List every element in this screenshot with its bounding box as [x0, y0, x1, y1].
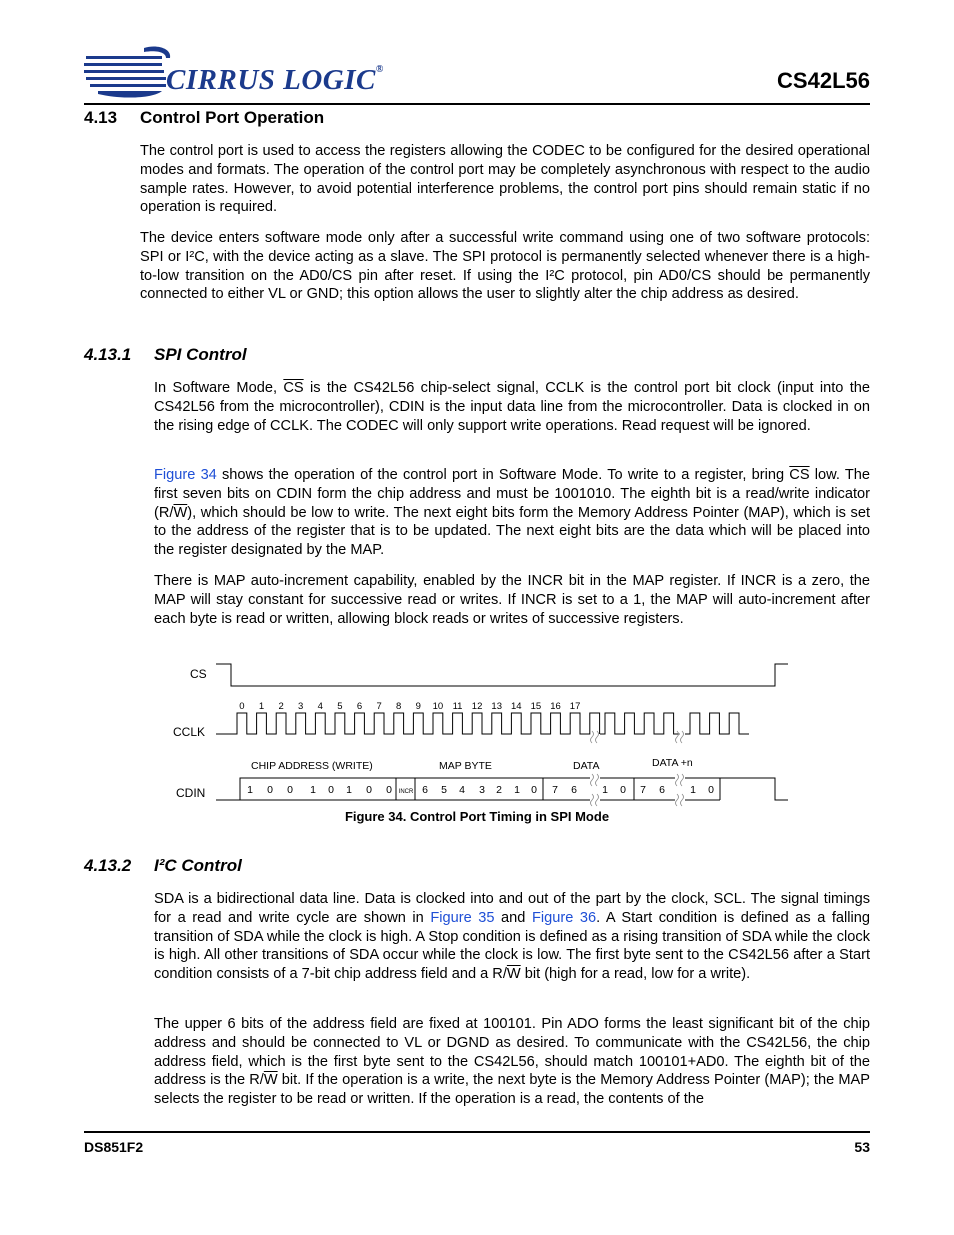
- figure-34-link[interactable]: Figure 34: [154, 467, 217, 483]
- cdin-bit: 1: [690, 784, 696, 796]
- spi-paragraph-3: There is MAP auto-increment capability, enabled by the INCR bit in the MAP register. If INCR is a zero, the MAP will stay constant for successive read or writes. If INCR is set to a 1, the MAP will auto-increment after each byte is read or written, allowing block reads or writes of successive registers.: [154, 573, 870, 627]
- cdin-bit: 4: [459, 784, 465, 796]
- bit-number: 2: [278, 701, 284, 712]
- cdin-bit: 0: [708, 784, 714, 796]
- cdin-bit: 0: [531, 784, 537, 796]
- bit-number: 9: [415, 701, 421, 712]
- cdin-bit: 1: [346, 784, 352, 796]
- document-id: DS851F2: [84, 1139, 144, 1155]
- cdin-bit: 0: [620, 784, 626, 796]
- cdin-signal-label: CDIN: [176, 786, 206, 800]
- cdin-bit: 6: [422, 784, 428, 796]
- cdin-bit: 0: [287, 784, 293, 796]
- cs-signal-label: CS: [190, 667, 207, 681]
- spi-heading: [84, 345, 247, 365]
- bit-number: 3: [298, 701, 304, 712]
- cdin-bus: [216, 778, 788, 800]
- cdin-bit: 1: [247, 784, 253, 796]
- spi-timing-diagram: [0, 650, 954, 810]
- cirrus-logic-logo: [84, 44, 384, 100]
- cdin-bit: 6: [571, 784, 577, 796]
- cdin-bit-values: [247, 784, 714, 796]
- cclk-waveform-segment: [600, 713, 680, 734]
- cdin-bit: 0: [386, 784, 392, 796]
- cdin-bit: 0: [328, 784, 334, 796]
- cclk-waveform: [216, 713, 600, 734]
- bit-number: 5: [337, 701, 343, 712]
- bit-number: 17: [569, 701, 581, 712]
- bit-number: 14: [511, 701, 522, 712]
- spi-title: SPI Control: [154, 345, 247, 364]
- figure-caption: Figure 34. Control Port Timing in SPI Mode: [344, 809, 610, 824]
- cdin-bit: 6: [659, 784, 665, 796]
- bit-number: 13: [491, 701, 502, 712]
- header-rule: [84, 103, 870, 105]
- bit-number: 16: [550, 701, 561, 712]
- bit-number: 15: [530, 701, 542, 712]
- bit-number: 0: [239, 701, 245, 712]
- i2c-paragraph-1: SDA is a bidirectional data line. Data is clocked into and out of the part by the clock, SCL. The signal timings for a read and write cycle are shown in Figure 35 and Figure 36. A Start condition is defined as a falling transition of SDA while the clock is high. A Stop condition is defined as a rising transition of SDA while the clock is high. All other transitions of SDA occur while the clock is low. The first byte sent to the CS42L56 after a Start condition consists of a 7-bit chip address field and a $R/\overline{W}$ bit (high for a read, low for a write).: [154, 891, 870, 983]
- cdin-bit: 0: [366, 784, 372, 796]
- footer-rule: [84, 1131, 870, 1133]
- incr-label: INCR: [398, 789, 414, 795]
- cdin-bit: 5: [441, 784, 447, 796]
- spi-paragraph-1: In Software Mode, $\overline{CS}$ is the CS42L56 chip-select signal, CCLK is the control port bit clock (input into the CS42L56 from the microcontroller), CDIN is the input data line from the microcontroller. Data is clocked in on the rising edge of CCLK. The CODEC will only support write operations. Read request will be ignored.: [154, 380, 870, 434]
- cdin-bit: 1: [310, 784, 316, 796]
- cdin-bit: 2: [496, 784, 502, 796]
- bit-number-row: [239, 701, 580, 712]
- bit-number: 10: [432, 701, 444, 712]
- bit-number: 1: [258, 701, 265, 712]
- logo-swoosh-icon: [84, 44, 174, 100]
- intro-paragraph-1: The control port is used to access the registers allowing the CODEC to be configured for the desired operational modes and formats. The operation of the control port may be completely asynchronous with respect to the audio sample rates. However, to avoid potential interference problems, the control port pins should remain static if no operation is required.: [140, 143, 870, 216]
- bit-number: 7: [376, 701, 382, 712]
- data-label: DATA: [573, 760, 600, 772]
- cclk-signal-label: CCLK: [173, 725, 206, 739]
- intro-paragraph-2: The device enters software mode only after a successful write command using one of two software protocols: SPI or I²C, with the device acting as a slave. The SPI protocol is permanently selected whenever there is a high-to-low transition on the AD0/CS pin after reset. If using the I²C protocol, pin AD0/CS should be permanently connected to either VL or GND; this option allows the user to slightly alter the chip address as desired.: [140, 230, 870, 303]
- clock-break-icon: [591, 731, 684, 743]
- cdin-bit: 1: [514, 784, 520, 796]
- logo-text: CIRRUS LOGIC®: [166, 64, 384, 96]
- spi-number: 4.13.1: [84, 345, 132, 364]
- page-number: 53: [854, 1139, 870, 1155]
- cdin-bit: 7: [552, 784, 558, 796]
- chip-address-label: CHIP ADDRESS (WRITE): [251, 760, 373, 772]
- spi-paragraph-2: Figure 34 shows the operation of the control port in Software Mode. To write to a register, bring $\overline{CS}$ low. The first seven bits on CDIN form the chip address and must be 1001010. The eighth bit is a read/write indicator $(R/\overline{W})$, which should be low to write. The next eight bits form the Memory Address Pointer (MAP), which is set to the address of the register that is to be updated. The next eight bits are the data which will be placed into the register designated by the MAP.: [154, 467, 871, 559]
- section-heading: [84, 108, 324, 128]
- map-byte-label: MAP BYTE: [439, 760, 492, 772]
- data-n-label: DATA +n: [652, 757, 693, 769]
- bit-number: 6: [356, 701, 363, 712]
- section-title: Control Port Operation: [140, 108, 325, 127]
- bit-number: 4: [317, 701, 323, 712]
- cs-waveform: [216, 664, 788, 686]
- section-number: 4.13: [84, 108, 118, 127]
- i2c-heading: [84, 856, 242, 876]
- cdin-bit: 1: [602, 784, 608, 796]
- i2c-number: 4.13.2: [84, 856, 132, 875]
- cdin-bit: 3: [479, 784, 485, 796]
- i2c-paragraph-2: The upper 6 bits of the address field are fixed at 100101. Pin ADO forms the least significant bit of the chip address and should be connected to VL or DGND as desired. To communicate with the CS42L56, the chip address field, which is the first byte sent to the CS42L56, should match 100101+AD0. The eighth bit of the address is the $R/\overline{W}$ bit. If the operation is a write, the next byte is the Memory Address Pointer (MAP); the MAP selects the register to be read or written. If the operation is a read, the contents of the: [154, 1016, 870, 1108]
- cclk-waveform-segment: [685, 713, 749, 734]
- bit-number: 11: [452, 701, 463, 712]
- bit-number: 8: [396, 701, 402, 712]
- i2c-title: I²C Control: [154, 856, 242, 875]
- figure-36-link[interactable]: Figure 36: [531, 909, 597, 926]
- part-number: CS42L56: [777, 68, 870, 93]
- figure-35-link[interactable]: Figure 35: [430, 909, 495, 926]
- cdin-bit: 7: [640, 784, 646, 796]
- cdin-bit: 0: [267, 784, 273, 796]
- bit-number: 12: [471, 701, 483, 712]
